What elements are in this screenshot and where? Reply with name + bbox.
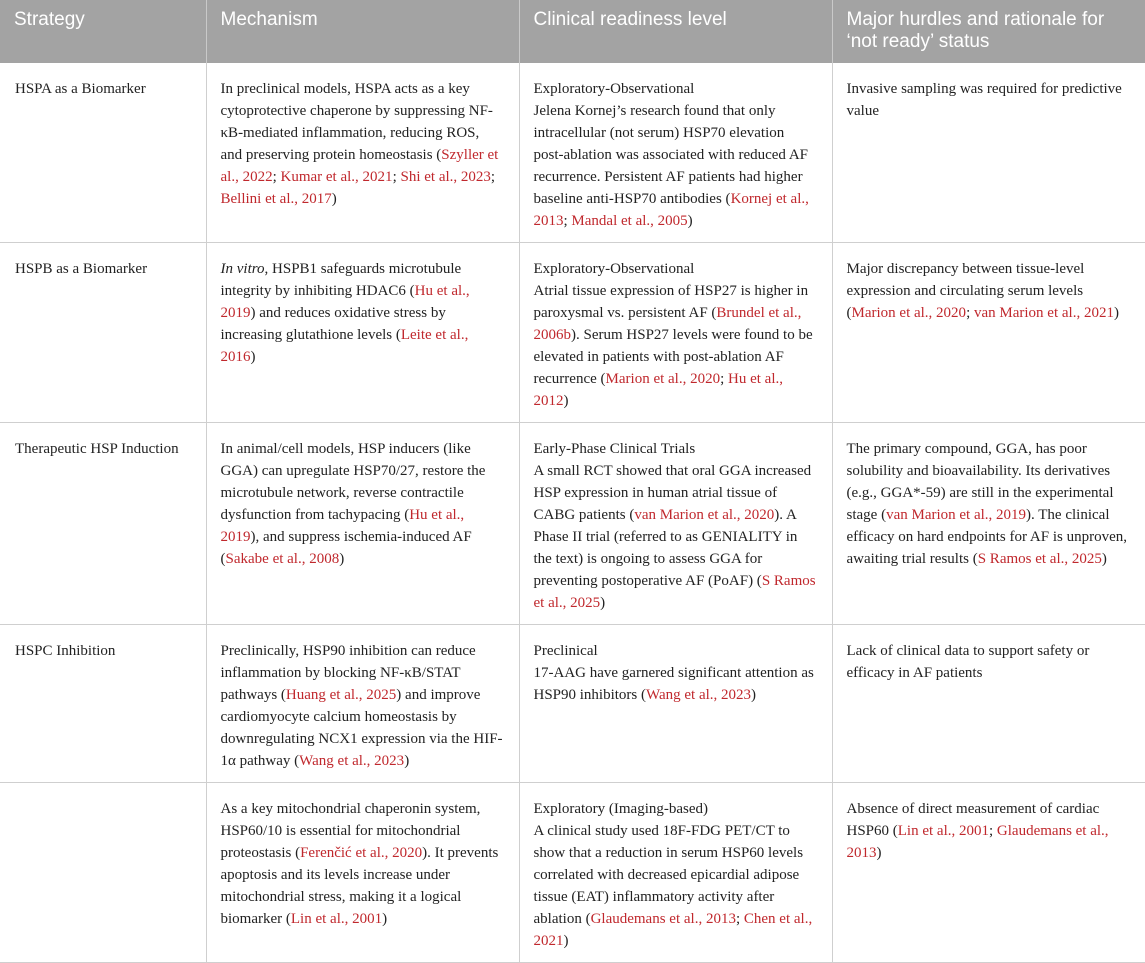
reference-link[interactable]: Hu et al., 2012: [533, 371, 783, 409]
readiness-text: 17-AAG have garnered significant attention as HSP90 inhibitors (: [533, 665, 814, 703]
table-row: [0, 63, 1145, 243]
mechanism-text: , HSPB1 safeguards microtubule integrity by inhibiting HDAC6 (: [220, 261, 462, 299]
reference-link[interactable]: Kornej et al., 2013: [533, 191, 809, 229]
strategy-cell: [0, 423, 206, 625]
hurdles-text: ). The clinical efficacy on hard endpoints for AF is unproven, awaiting trial results (: [846, 507, 1127, 567]
mechanism-text: In preclinical models, HSPA acts as a key cytoprotective chaperone by suppressing NF-κB-mediated inflammation, reducing ROS, and preserving protein homeostasis (: [220, 81, 493, 163]
strategy-cell: [0, 783, 206, 963]
separator: ): [563, 393, 569, 409]
readiness-cell: [519, 423, 832, 625]
reference-link[interactable]: van Marion et al., 2021: [973, 305, 1114, 321]
hurdles-cell: [832, 423, 1145, 625]
mechanism-cell: [206, 783, 519, 963]
reference-link[interactable]: Lin et al., 2001: [290, 911, 383, 927]
readiness-level: Exploratory (Imaging-based): [533, 801, 709, 817]
reference-link[interactable]: Glaudemans et al., 2013: [590, 911, 736, 927]
header-mechanism: Mechanism: [206, 0, 519, 63]
mechanism-text: ) and reduces oxidative stress by increasing glutathione levels (: [220, 305, 446, 343]
separator: ;: [392, 169, 401, 185]
readiness-text: Atrial tissue expression of HSP27 is higher in paroxysmal vs. persistent AF (: [533, 283, 809, 321]
reference-link[interactable]: van Marion et al., 2019: [886, 507, 1027, 523]
header-row: [0, 0, 1145, 63]
separator: ;: [966, 305, 974, 321]
reference-link[interactable]: Wang et al., 2023: [299, 753, 405, 769]
reference-link[interactable]: Sakabe et al., 2008: [225, 551, 340, 567]
mechanism-cell: [206, 243, 519, 423]
readiness-text: ): [563, 933, 569, 949]
reference-link[interactable]: Ferenčić et al., 2020: [300, 845, 423, 861]
strategy-label: Therapeutic HSP Induction: [15, 441, 179, 457]
reference-link[interactable]: S Ramos et al., 2025: [977, 551, 1102, 567]
reference-link[interactable]: Huang et al., 2025: [285, 687, 397, 703]
separator: ;: [563, 213, 572, 229]
mechanism-text: ): [382, 911, 388, 927]
reference-link[interactable]: Brundel et al., 2006b: [533, 305, 802, 343]
separator: ;: [720, 371, 729, 387]
reference-link[interactable]: van Marion et al., 2020: [634, 507, 775, 523]
strategy-label: HSPA as a Biomarker: [15, 81, 146, 97]
mechanism-text: ), and suppress ischemia-induced AF (: [220, 529, 472, 567]
reference-link[interactable]: Bellini et al., 2017: [220, 191, 332, 207]
mechanism-text: ) and improve cardiomyocyte calcium homeostasis by downregulating NCX1 expression via the HIF-1α pathway (: [220, 687, 503, 769]
table-row: [0, 423, 1145, 625]
mechanism-italic: In vitro: [220, 261, 265, 277]
table-row: [0, 783, 1145, 963]
table-row: [0, 243, 1145, 423]
mechanism-cell: [206, 423, 519, 625]
separator: ): [687, 213, 693, 229]
strategy-label: HSPC Inhibition: [15, 643, 116, 659]
readiness-text: ): [751, 687, 757, 703]
readiness-text: Jelena Kornej’s research found that only intracellular (not serum) HSP70 elevation post-ablation was associated with reduced AF recurrence. Persistent AF patients had higher baseline anti-HSP70 antibodies (: [533, 103, 809, 207]
reference-link[interactable]: Chen et al., 2021: [533, 911, 813, 949]
readiness-text: ). Serum HSP27 levels were found to be elevated in patients with post-ablation AF recurrence (: [533, 327, 813, 387]
reference-link[interactable]: Lin et al., 2001: [897, 823, 989, 839]
mechanism-cell: [206, 63, 519, 243]
table-row: [0, 625, 1145, 783]
hurdles-text: Invasive sampling was required for predictive value: [846, 81, 1122, 119]
separator: ;: [989, 823, 997, 839]
readiness-level: Exploratory-Observational: [533, 261, 695, 277]
header-major-hurdles: Major hurdles and rationale for ‘not ready’ status: [832, 0, 1145, 63]
readiness-text: ). A Phase II trial (referred to as GENIALITY in the text) is ongoing to assess GGA for preventing postoperative AF (PoAF) (: [533, 507, 798, 589]
mechanism-cell: [206, 625, 519, 783]
hurdles-text: ): [1101, 551, 1107, 567]
reference-link[interactable]: Szyller et al., 2022: [220, 147, 499, 185]
reference-link[interactable]: Shi et al., 2023: [400, 169, 491, 185]
mechanism-text: ). It prevents apoptosis and its levels increase under mitochondrial stress, making it a logical biomarker (: [220, 845, 499, 927]
reference-link[interactable]: Marion et al., 2020: [605, 371, 721, 387]
reference-link[interactable]: Leite et al., 2016: [220, 327, 469, 365]
header-clinical-readiness: Clinical readiness level: [519, 0, 832, 63]
strategy-cell: [0, 625, 206, 783]
readiness-level: Exploratory-Observational: [533, 81, 695, 97]
separator: ;: [735, 911, 744, 927]
header-strategy: Strategy: [0, 0, 206, 63]
separator: ): [331, 191, 337, 207]
hurdles-cell: [832, 625, 1145, 783]
reference-link[interactable]: Wang et al., 2023: [646, 687, 752, 703]
reference-link[interactable]: Mandal et al., 2005: [571, 213, 688, 229]
readiness-cell: [519, 783, 832, 963]
mechanism-text: ): [250, 349, 256, 365]
strategy-cell: [0, 243, 206, 423]
readiness-level: Preclinical: [533, 643, 598, 659]
hurdles-cell: [832, 243, 1145, 423]
mechanism-text: ): [339, 551, 345, 567]
readiness-text: A clinical study used 18F-FDG PET/CT to show that a reduction in serum HSP60 levels correlated with decreased epicardial adipose tissue (EAT) inflammatory activity after ablation (: [533, 823, 804, 927]
mechanism-text: As a key mitochondrial chaperonin system, HSP60/10 is essential for mitochondrial proteostasis (: [220, 801, 481, 861]
readiness-text: A small RCT showed that oral GGA increased HSP expression in human atrial tissue of CABG patients (: [533, 463, 812, 523]
reference-link[interactable]: S Ramos et al., 2025: [533, 573, 816, 611]
separator: ;: [490, 169, 496, 185]
mechanism-text: Preclinically, HSP90 inhibition can reduce inflammation by blocking NF-κB/STAT pathways (: [220, 643, 476, 703]
hurdles-text: Major discrepancy between tissue-level expression and circulating serum levels (: [846, 261, 1085, 321]
readiness-cell: [519, 625, 832, 783]
strategy-label: HSPB as a Biomarker: [15, 261, 148, 277]
readiness-cell: [519, 243, 832, 423]
reference-link[interactable]: Hu et al., 2019: [220, 507, 465, 545]
mechanism-text: ): [404, 753, 410, 769]
hurdles-text: ): [876, 845, 882, 861]
separator: ;: [272, 169, 281, 185]
strategy-cell: [0, 63, 206, 243]
hurdles-text: The primary compound, GGA, has poor solubility and bioavailability. Its derivatives (e.g., GGA*-59) are still in the experimental stage (: [846, 441, 1114, 523]
readiness-cell: [519, 63, 832, 243]
reference-link[interactable]: Glaudemans et al., 2013: [846, 823, 1109, 861]
hurdles-text: Absence of direct measurement of cardiac HSP60 (: [846, 801, 1100, 839]
reference-link[interactable]: Kumar et al., 2021: [280, 169, 393, 185]
hurdles-cell: [832, 783, 1145, 963]
readiness-level: Early-Phase Clinical Trials: [533, 441, 696, 457]
hurdles-cell: [832, 63, 1145, 243]
mechanism-text: In animal/cell models, HSP inducers (like GGA) can upregulate HSP70/27, restore the microtubule network, reverse contractile dysfunction from tachypacing (: [220, 441, 486, 523]
reference-link[interactable]: Marion et al., 2020: [851, 305, 967, 321]
readiness-text: ): [600, 595, 606, 611]
reference-link[interactable]: Hu et al., 2019: [220, 283, 470, 321]
hurdles-text: Lack of clinical data to support safety or efficacy in AF patients: [846, 643, 1090, 681]
separator: ): [1113, 305, 1119, 321]
